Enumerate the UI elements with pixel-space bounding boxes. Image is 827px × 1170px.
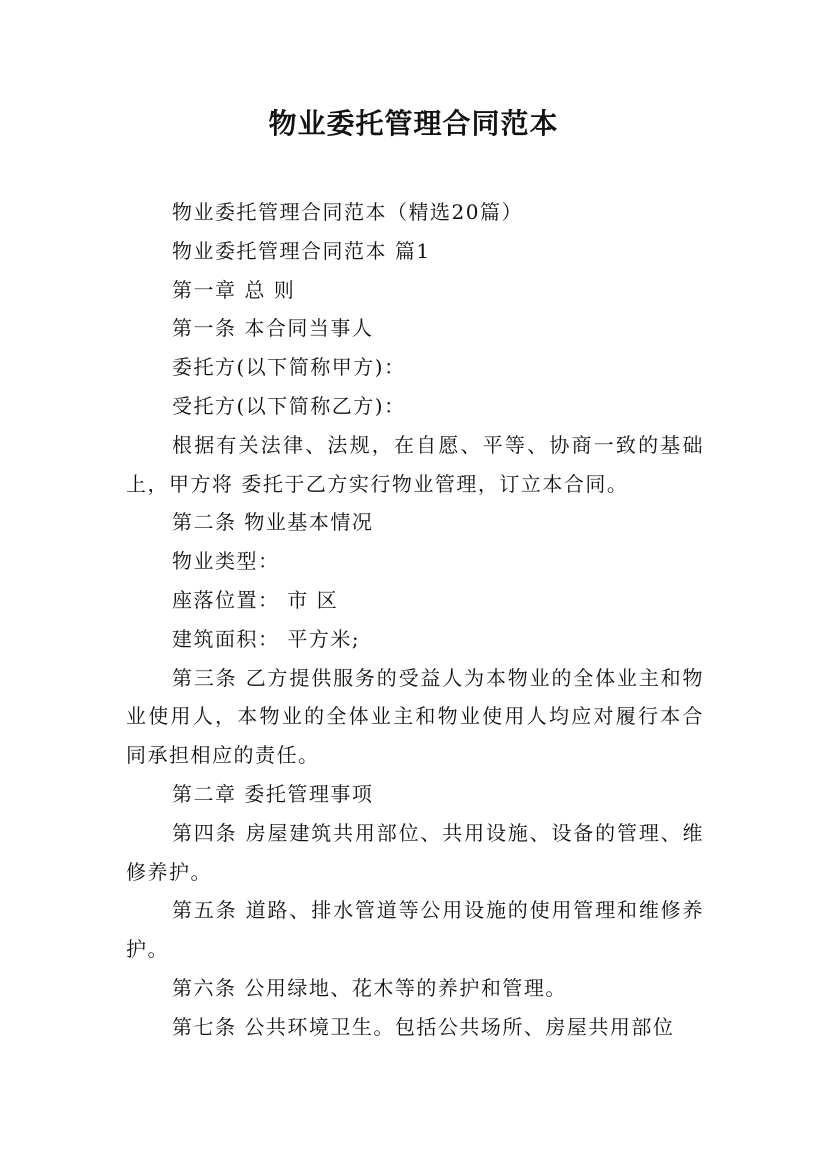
paragraph-article-1: 第一条 本合同当事人: [172, 316, 374, 341]
paragraph-article-5: 第五条 道路、排水管道等公用设施的使用管理和维修养护。: [126, 898, 704, 962]
paragraph-article-7: 第七条 公共环境卫生。包括公共场所、房屋共用部位: [172, 1014, 675, 1039]
paragraph-property-type: 物业类型：: [172, 549, 280, 574]
paragraph-chapter-2: 第二章 委托管理事项: [172, 781, 374, 806]
document-body: [126, 193, 704, 1047]
paragraph-article-4: 第四条 房屋建筑共用部位、共用设施、设备的管理、维修养护。: [126, 820, 704, 884]
paragraph-party-b: 受托方(以下简称乙方)：: [172, 393, 406, 418]
paragraph-location: 座落位置： 市 区: [172, 587, 339, 612]
paragraph-chapter-1: 第一章 总 则: [172, 277, 296, 302]
paragraph-article-3: 第三条 乙方提供服务的受益人为本物业的全体业主和物业使用人，本物业的全体业主和物业使用人均应对履行本合同承担相应的责任。: [126, 665, 704, 768]
document-title: 物业委托管理合同范本: [268, 107, 559, 140]
paragraph-preamble: 根据有关法律、法规，在自愿、平等、协商一致的基础上，甲方将 委托于乙方实行物业管理，订立本合同。: [126, 432, 704, 496]
paragraph-floor-area: 建筑面积： 平方米;: [172, 626, 361, 651]
paragraph-section-heading: 物业委托管理合同范本 篇1: [172, 238, 431, 263]
paragraph-subtitle: 物业委托管理合同范本（精选20篇）: [172, 200, 523, 224]
paragraph-party-a: 委托方(以下简称甲方)：: [172, 355, 406, 380]
paragraph-article-6: 第六条 公用绿地、花木等的养护和管理。: [172, 975, 567, 1000]
paragraph-article-2: 第二条 物业基本情况: [172, 510, 374, 535]
